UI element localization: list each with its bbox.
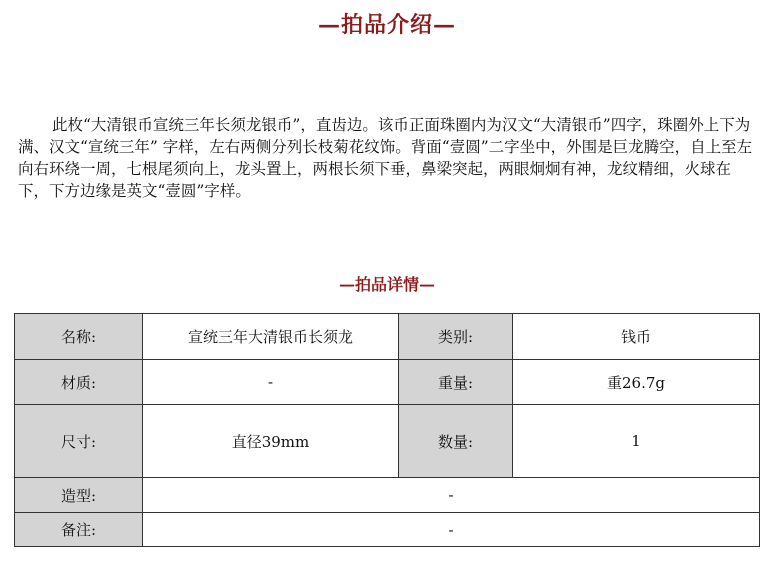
quantity-label: 数量: — [399, 405, 513, 478]
remark-value: - — [143, 513, 760, 547]
table-row — [15, 513, 760, 547]
name-value: 宣统三年大清银币长须龙 — [143, 314, 399, 360]
material-value: - — [143, 360, 399, 405]
weight-label: 重量: — [399, 360, 513, 405]
shape-value: - — [143, 478, 760, 513]
remark-label: 备注: — [15, 513, 143, 547]
size-value: 直径39mm — [143, 405, 399, 478]
table-row — [15, 314, 760, 360]
intro-text: 此枚“大清银币宣统三年长须龙银币”，直齿边。该币正面珠圈内为汉文“大清银币”四字，珠圈外上下为满、汉文“宣统三年” 字样，左右两侧分列长枝菊花纹饰。背面“壹圆”二字坐中，外围是巨龙腾空，自上至左向右环绕一周，七根尾须向上，龙头置上，两根长须下垂，鼻梁突起，两眼炯炯有神，龙纹精细，火球在下，下方边缘是英文“壹圆”字样。 — [18, 115, 753, 200]
material-label: 材质: — [15, 360, 143, 405]
detail-title: —拍品详情— — [338, 275, 435, 294]
quantity-value: 1 — [513, 405, 760, 478]
shape-label: 造型: — [15, 478, 143, 513]
detail-table — [14, 313, 760, 547]
category-value: 钱币 — [513, 314, 760, 360]
intro-title: —拍品介绍— — [317, 12, 456, 38]
size-label: 尺寸: — [15, 405, 143, 478]
name-label: 名称: — [15, 314, 143, 360]
table-row — [15, 405, 760, 478]
category-label: 类别: — [399, 314, 513, 360]
table-row — [15, 360, 760, 405]
table-row — [15, 478, 760, 513]
weight-value: 重26.7g — [513, 360, 760, 405]
